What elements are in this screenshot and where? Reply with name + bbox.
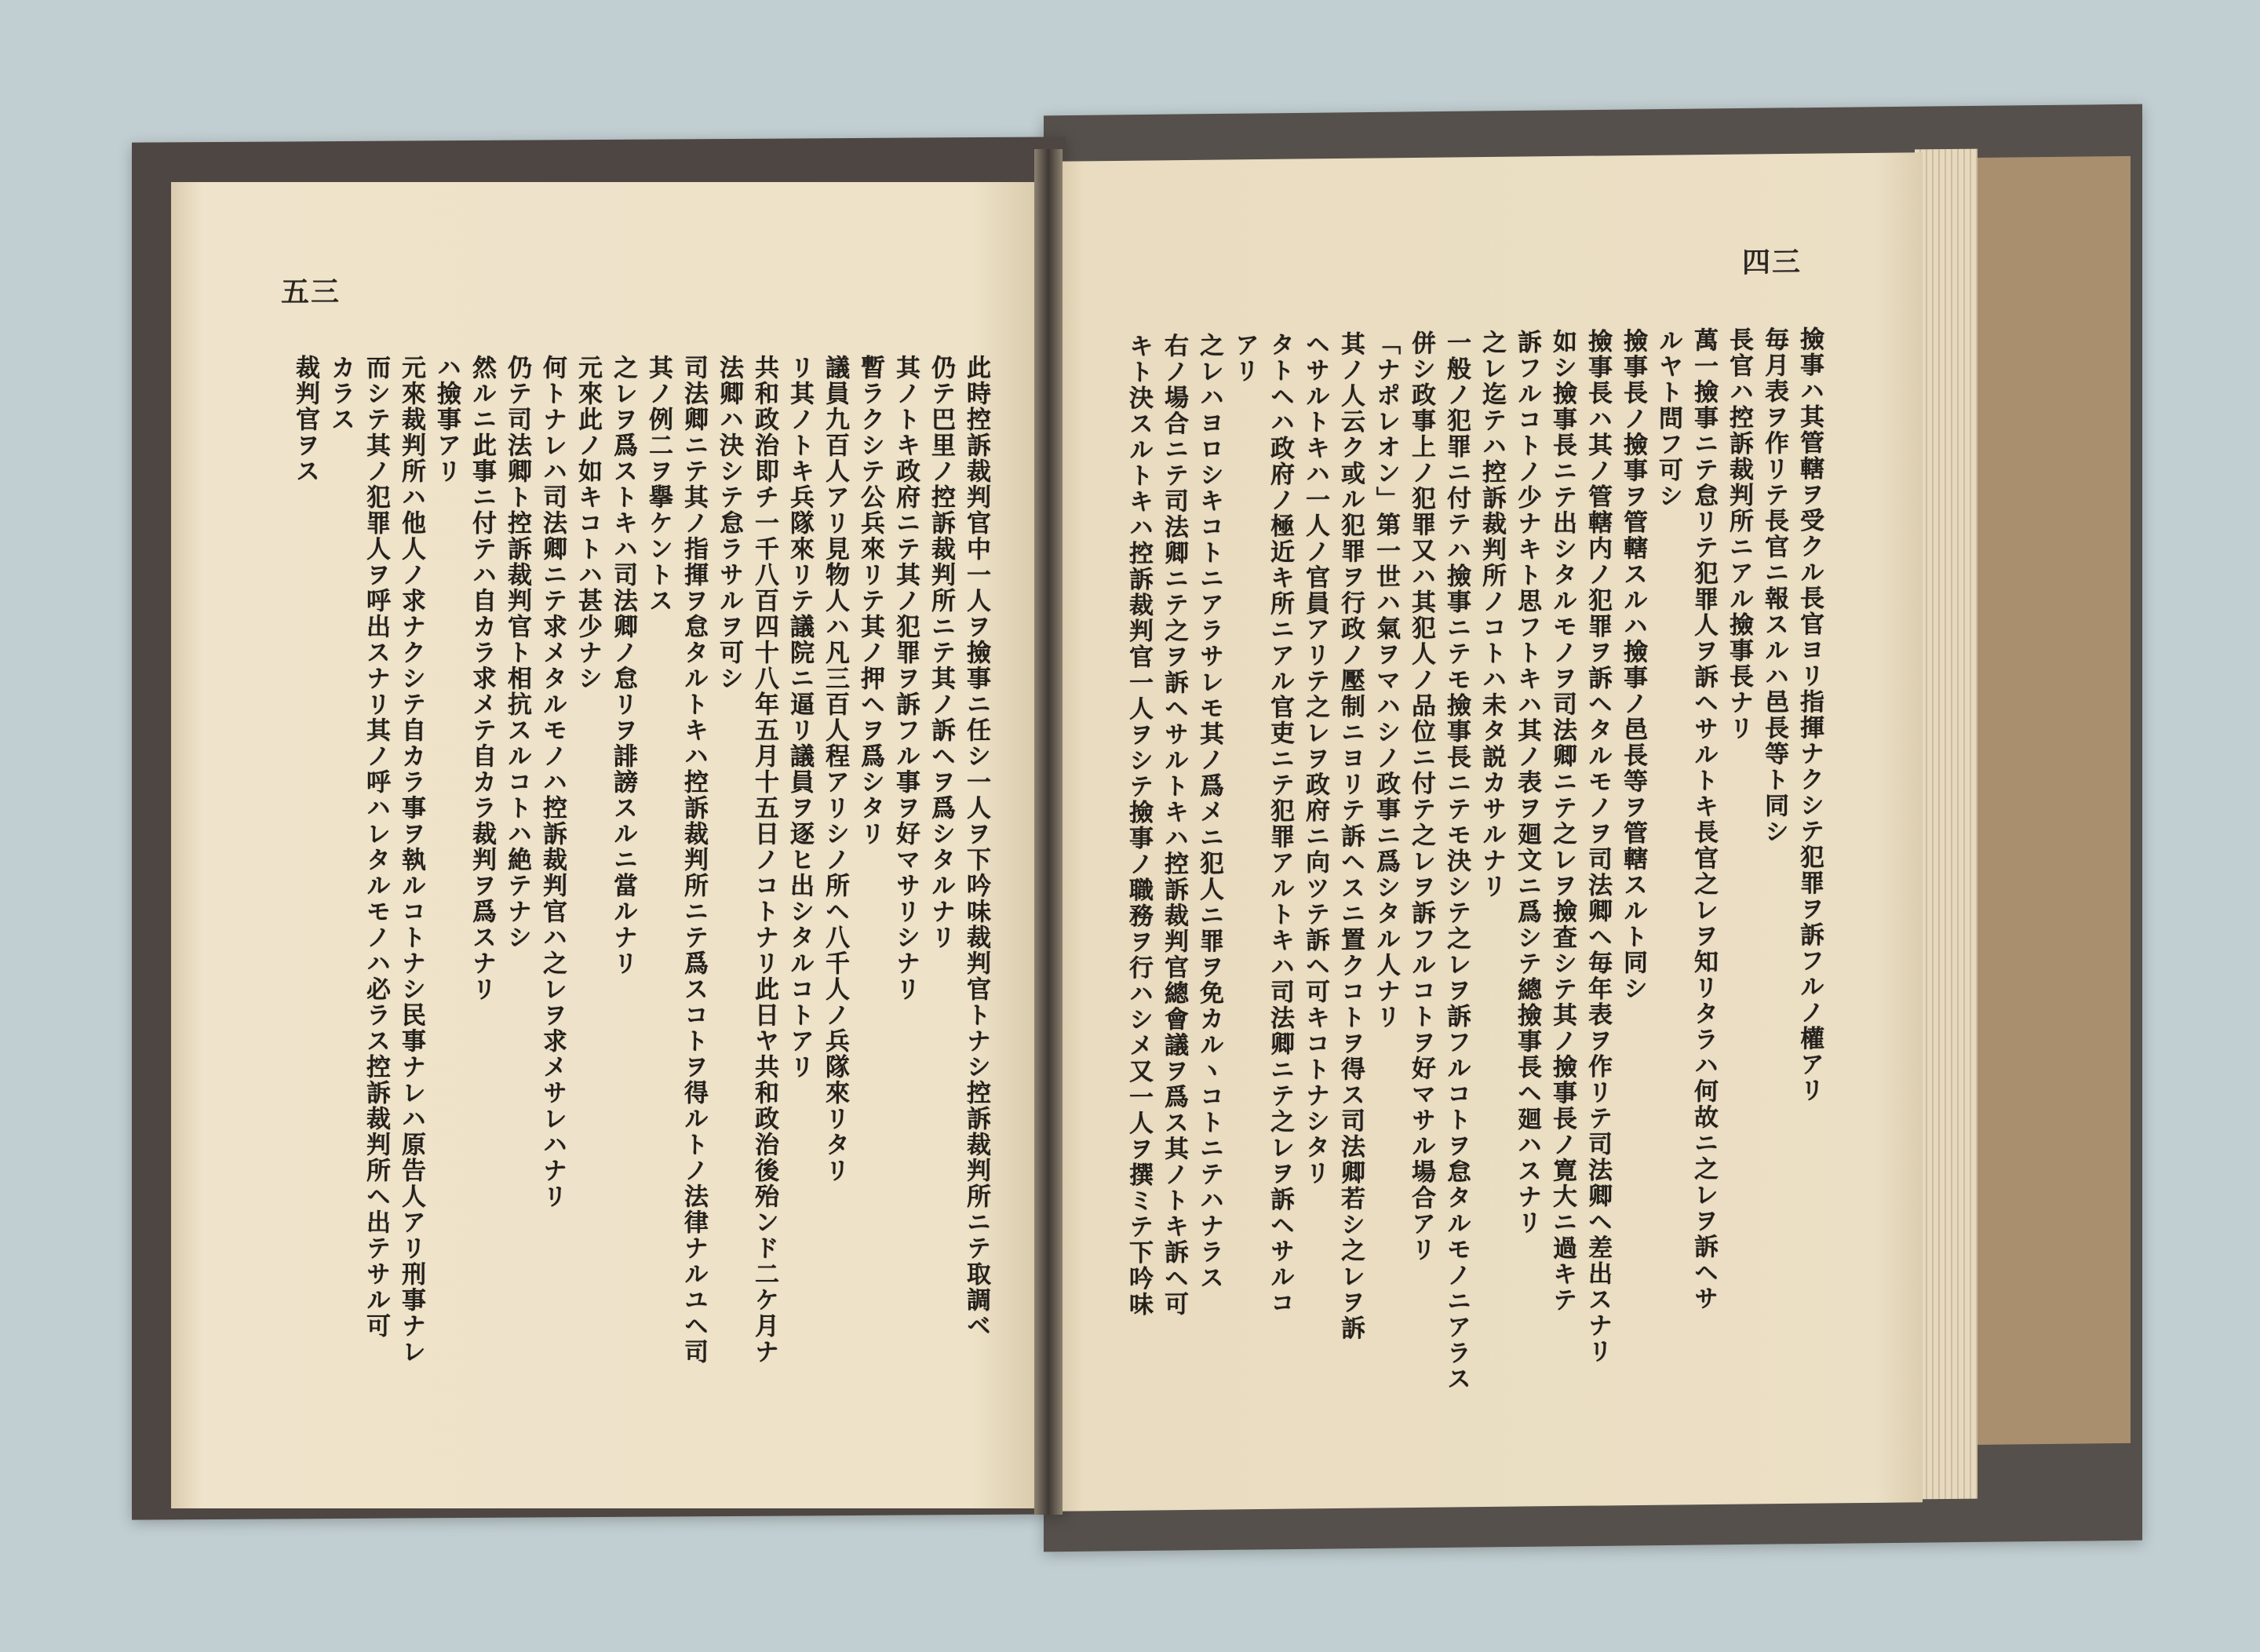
text-column: 訴フルコトノ少ナキト思フトキハ其ノ表ヲ廻文ニ爲シテ總撿事長ヘ廻ハスナリ [1513, 329, 1541, 1236]
text-column: アリ [1230, 332, 1259, 385]
page-number: 五三 [281, 275, 341, 308]
text-column: 其ノ例二ヲ擧ケントス [644, 355, 673, 614]
text-column: 然ルニ此事ニ付テハ自カラ求メテ自カラ裁判ヲ爲スナリ [468, 355, 496, 1002]
text-column: 裁判官ヲス [291, 355, 319, 484]
text-column: カラス [326, 355, 355, 432]
text-column: 撿事ハ其管轄ヲ受クル長官ヨリ指揮ナクシテ犯罪ヲ訴フルノ權アリ [1795, 326, 1824, 1103]
text-column: ヘサルトキハ一人ノ官員アリテ之レヲ政府ニ向ツテ訴ヘ可キコトナシタリ [1301, 331, 1329, 1187]
text-column: ルヤト問フ可シ [1654, 327, 1682, 509]
text-column: 元來此ノ如キコトハ甚少ナシ [574, 355, 602, 691]
text-column: 仍テ巴里ノ控訴裁判所ニテ其ノ訴ヘヲ爲シタルナリ [927, 355, 955, 950]
page-edges [1915, 149, 1978, 1500]
text-column: 如シ撿事長ニテ出シタルモノヲ司法卿ニテ之レヲ撿査シテ其ノ撿事長ノ寛大ニ過キテ [1548, 328, 1577, 1314]
text-column: 共和政治即チ一千八百四十八年五月十五日ノコトナリ此日ヤ共和政治後殆ンド二ケ月ナ [750, 355, 778, 1365]
text-column: 之レヲ爲ストキハ司法卿ノ怠リヲ誹謗スルニ當ルナリ [609, 355, 637, 976]
text-column: 其ノトキ政府ニテ其ノ犯罪ヲ訴フル事ヲ好マサリシナリ [891, 355, 920, 1002]
text-column: 元來裁判所ハ他人ノ求ナクシテ自カラ事ヲ執ルコトナシ民事ナレハ原告人アリ刑事ナレ [397, 355, 425, 1365]
text-column: 長官ハ控訴裁判所ニアル撿事長ナリ [1725, 326, 1753, 742]
left-page [171, 182, 1042, 1508]
text-column: 法卿ハ決シテ怠ラサルヲ可シ [715, 355, 743, 691]
text-column: 併シ政事上ノ犯罪又ハ其犯人ノ品位ニ付テ之レヲ訴フルコトヲ好マサル場合アリ [1407, 330, 1435, 1264]
exposed-cardboard [1970, 156, 2131, 1445]
text-column: 何トナレハ司法卿ニテ求メタルモノハ控訴裁判官ハ之レヲ求メサレハナリ [538, 355, 567, 1209]
text-column: 而シテ其ノ犯罪人ヲ呼出スナリ其ノ呼ハレタルモノハ必ラス控訴裁判所ヘ出テサル可 [362, 355, 390, 1339]
text-column: 之レ迄テハ控訴裁判所ノコトハ未タ説カサルナリ [1478, 329, 1506, 900]
text-column: 司法卿ニテ其ノ指揮ヲ怠タルトキハ控訴裁判所ニテ爲スコトヲ得ルトノ法律ナルユヘ司 [680, 355, 708, 1365]
text-column: 毎月表ヲ作リテ長官ニ報スルハ邑長等ト同シ [1760, 326, 1788, 845]
text-column: キト決スルトキハ控訴裁判官一人ヲシテ撿事ノ職務ヲ行ハシメ又一人ヲ撰ミテ下吟味 [1125, 333, 1153, 1318]
text-column: 一般ノ犯罪ニ付テハ撿事ニテモ撿事長ニテモ決シテ之レヲ訴フルコトヲ怠タルモノニアラス [1442, 330, 1471, 1392]
text-column: 其ノ人云ク或ル犯罪ヲ行政ノ壓制ニヨリテ訴ヘスニ置クコトヲ得ス司法卿若シ之レヲ訴 [1336, 330, 1365, 1342]
text-column: 右ノ場合ニテ司法卿ニテ之ヲ訴ヘサルトキハ控訴裁判官總會議ヲ爲ス其ノトキ訴ヘ可 [1160, 332, 1188, 1318]
text-column: 「ナポレオン」第一世ハ氣ヲマハシノ政事ニ爲シタル人ナリ [1372, 330, 1400, 1030]
text-column: ハ撿事アリ [432, 355, 461, 484]
book-gutter [1034, 149, 1063, 1515]
right-page [1052, 152, 1923, 1512]
text-column: 議員九百人アリ見物人ハ凡三百人程アリシノ所ヘ八千人ノ兵隊來リタリ [821, 355, 849, 1183]
text-column: 萬一撿事ニテ怠リテ犯罪人ヲ訴ヘサルトキ長官之レヲ知リタラハ何故ニ之レヲ訴ヘサ [1690, 326, 1718, 1312]
text-column: 撿事長ハ其ノ管轄内ノ犯罪ヲ訴ヘタルモノヲ司法卿ヘ毎年表ヲ作リテ司法卿ヘ差出スナリ [1584, 328, 1612, 1365]
text-column: タトヘハ政府ノ極近キ所ニアル官吏ニテ犯罪アルトキハ司法卿ニテ之レヲ訴ヘサルコ [1266, 331, 1294, 1316]
page-number: 四三 [1742, 245, 1803, 279]
text-column: 撿事長ノ撿事ヲ管轄スルハ撿事ノ邑長等ヲ管轄スルト同シ [1619, 327, 1647, 1002]
text-column: 暫ラクシテ公兵來リテ其ノ押ヘヲ爲シタリ [856, 355, 884, 847]
text-column: 仍テ司法卿ト控訴裁判官ト相抗スルコトハ絶テナシ [503, 355, 531, 950]
text-column: 此時控訴裁判官中一人ヲ撿事ニ任シ一人ヲ下吟味裁判官トナシ控訴裁判所ニテ取調ベ [962, 355, 990, 1339]
text-column: リ其ノトキ兵隊來リテ議院ニ逼リ議員ヲ逐ヒ出シタルコトアリ [786, 355, 814, 1080]
text-column: 之レハヨロシキコトニアラサレモ其ノ爲メニ犯人ニ罪ヲ免カルヽコトニテハナラス [1195, 332, 1223, 1291]
